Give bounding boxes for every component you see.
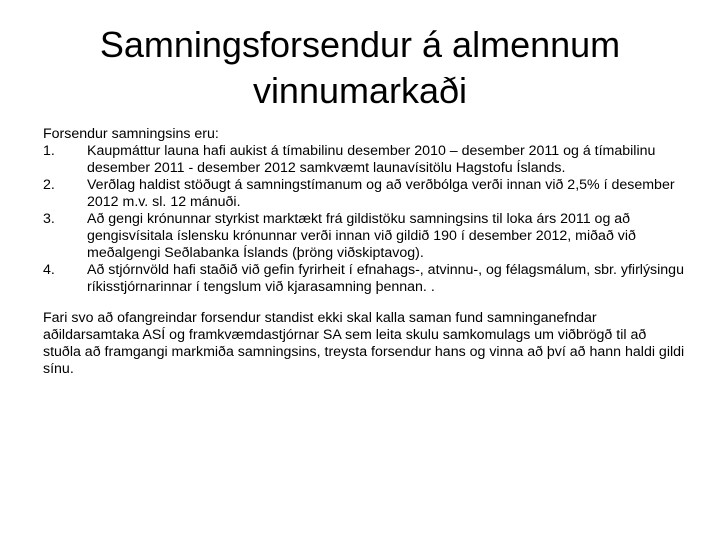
intro-text: Forsendur samningsins eru:	[43, 126, 219, 142]
item-text: Að stjórnvöld hafi staðið við gefin fyrirheit í efnahags-, atvinnu-, og félagsmálum, sbr. yfirlýsingu ríkisstjórnarinnar í tengslum við kjarasamning þennan. .	[87, 262, 684, 295]
list-item	[43, 211, 688, 262]
item-number: 1.	[43, 143, 55, 159]
item-text: Að gengi krónunnar styrkist marktækt frá gildistöku samningsins til loka árs 2011 og að gengisvísitala íslensku krónunnar verði innan við gildið 190 í desember 2012, miðað við meðalgengi Seðlabanka Íslands (þröng viðskiptavog).	[87, 211, 636, 261]
conditions-list	[43, 143, 688, 296]
item-number: 3.	[43, 211, 55, 227]
closing-paragraph: Fari svo að ofangreindar forsendur standist ekki skal kalla saman fund samninganefndar aðildarsamtaka ASÍ og framkvæmdastjórnar SA sem leita skulu samkomulags um viðbrögð til að stuðla að framgangi markmiða samningsins, treysta forsendur hans og vinna að því að hann haldi gildi sínu.	[43, 310, 685, 377]
list-item	[43, 143, 688, 177]
item-text: Kaupmáttur launa hafi aukist á tímabilinu desember 2010 – desember 2011 og á tímabilinu desember 2011 - desember 2012 samkvæmt launavísitölu Hagstofu Íslands.	[87, 143, 656, 176]
item-number: 4.	[43, 262, 55, 278]
item-number: 2.	[43, 177, 55, 193]
item-text: Verðlag haldist stöðugt á samningstímanum og að verðbólga verði innan við 2,5% í desember 2012 m.v. sl. 12 mánuði.	[87, 177, 675, 210]
list-item	[43, 177, 688, 211]
list-item	[43, 262, 688, 296]
slide-title: Samningsforsendur á almennum vinnumarkaði	[99, 24, 621, 111]
slide-body	[43, 126, 688, 378]
